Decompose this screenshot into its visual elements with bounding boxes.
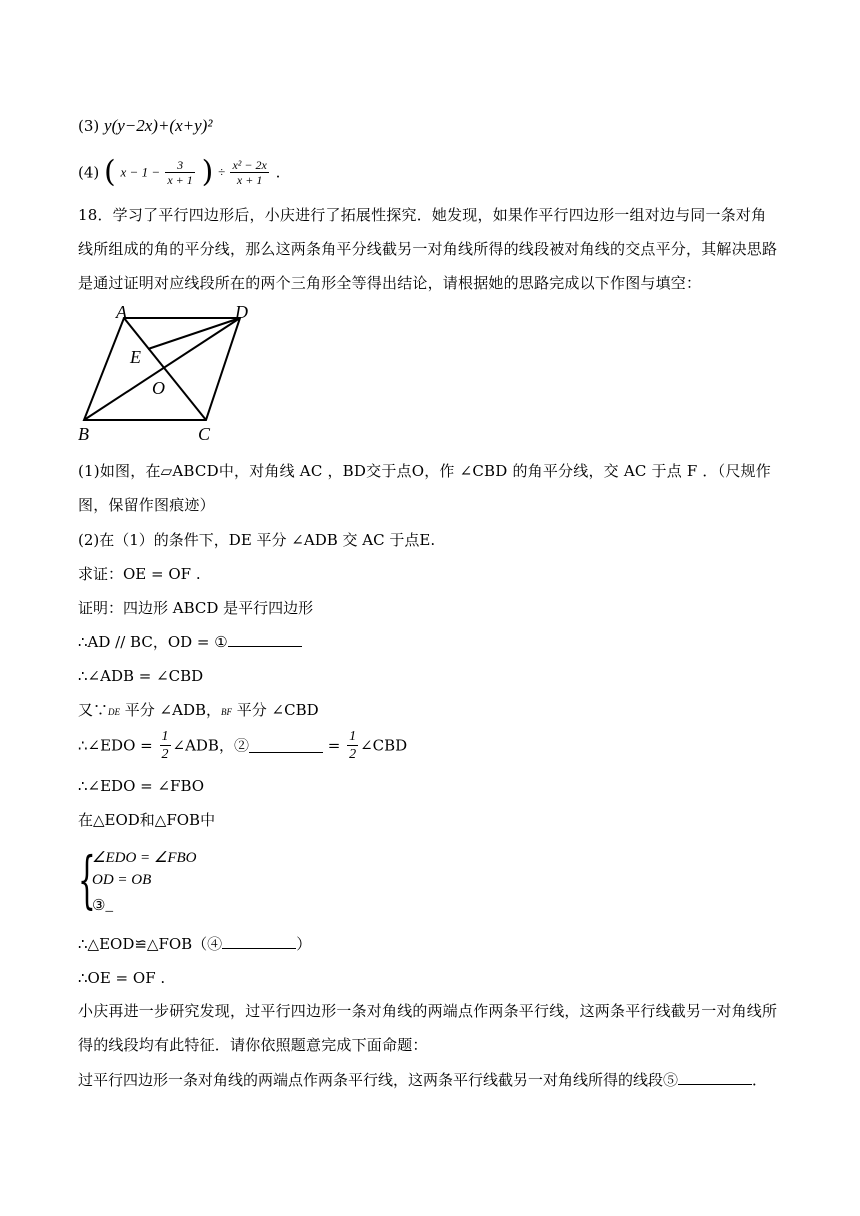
label-a: A bbox=[116, 302, 127, 322]
problem18-part1: (1)如图，在▱ABCD中，对角线 AC ，BD交于点O，作 ∠CBD 的角平分线，交 AC 于点 F ．（尺规作图，保留作图痕迹） bbox=[78, 462, 771, 514]
segment-de bbox=[148, 318, 240, 349]
proof-step2: ∴∠ADB = ∠CBD bbox=[78, 667, 204, 685]
fraction-1-numerator: 3 bbox=[165, 158, 194, 173]
label-o: O bbox=[152, 378, 165, 398]
step3-mid: 平分 ∠ADB， bbox=[120, 701, 222, 719]
final-proposition bbox=[78, 1070, 767, 1090]
blank-2[interactable] bbox=[249, 738, 323, 753]
half-2-numerator: 1 bbox=[349, 729, 357, 744]
problem18-intro: 18．学习了平行四边形后，小庆进行了拓展性探究．她发现，如果作平行四边形一组对边与同一条对角线所组成的角的平分线，那么这两条角平分线截另一对角线所得的线段被对角线的交点平分，其解决思路是通过证明对应线段所在的两个三角形全等得出结论，请根据她的思路完成以下作图与填空： bbox=[78, 206, 778, 292]
proof-step6: 在△EOD和△FOB中 bbox=[78, 811, 216, 829]
item4-fraction-2 bbox=[230, 158, 268, 187]
fraction-1-denominator: x + 1 bbox=[167, 173, 193, 187]
step1-text: ∴AD // BC，OD = ① bbox=[78, 633, 228, 651]
label-d: D bbox=[235, 302, 248, 322]
blank-4[interactable] bbox=[222, 934, 296, 949]
step7-text: ∴△EOD≌△FOB（④ bbox=[78, 935, 223, 953]
proof-step5: ∴∠EDO = ∠FBO bbox=[78, 777, 205, 795]
item3-expression: y(y−2x)+(x+y)² bbox=[104, 116, 213, 135]
step3-de: DE bbox=[108, 707, 121, 717]
proof-step3 bbox=[78, 700, 319, 722]
step4-suffix: ∠CBD bbox=[360, 736, 408, 755]
item4-expr-left: x − 1 − bbox=[120, 164, 164, 180]
further-study: 小庆再进一步研究发现，过平行四边形一条对角线的两端点作两条平行线，这两条平行线截另一对角线所得的线段均有此特征．请你依照题意完成下面命题： bbox=[78, 1002, 778, 1054]
system-row-3[interactable]: ③_ bbox=[92, 898, 113, 914]
step3-prefix: 又∵ bbox=[78, 701, 109, 719]
system-row-2: OD = OB bbox=[92, 872, 152, 888]
right-paren: ) bbox=[201, 154, 214, 190]
problem18-part2: (2)在（1）的条件下，DE 平分 ∠ADB 交 AC 于点E. bbox=[78, 531, 436, 549]
diagonal-bd bbox=[84, 318, 240, 420]
step3-suffix: 平分 ∠CBD bbox=[232, 701, 319, 719]
step4-equals: = bbox=[322, 736, 346, 755]
system-row-1: ∠EDO = ∠FBO bbox=[92, 850, 197, 866]
label-e: E bbox=[130, 347, 141, 367]
half-2-denominator: 2 bbox=[349, 747, 357, 762]
step4-mid: ∠ADB，② bbox=[172, 736, 249, 755]
proof-step4 bbox=[78, 728, 407, 764]
step4-prefix: ∴∠EDO = bbox=[78, 736, 158, 755]
step4-half-1 bbox=[160, 728, 171, 763]
proof-step1 bbox=[78, 632, 302, 652]
blank-5[interactable] bbox=[678, 1070, 752, 1085]
prove-statement: 求证：OE = OF . bbox=[78, 565, 201, 583]
item4-fraction-1 bbox=[165, 158, 194, 187]
step4-half-2 bbox=[347, 728, 358, 763]
proposition-period: ． bbox=[752, 1071, 768, 1089]
half-1-numerator: 1 bbox=[161, 729, 169, 744]
half-1-denominator: 2 bbox=[161, 747, 169, 762]
proof-start: 证明：四边形 ABCD 是平行四边形 bbox=[78, 599, 314, 617]
step7-close: ） bbox=[296, 935, 312, 953]
step3-bf: BF bbox=[221, 707, 233, 717]
blank-1[interactable] bbox=[228, 632, 302, 647]
parallelogram-figure bbox=[78, 300, 258, 446]
item4-label: (4) bbox=[78, 163, 100, 182]
item3-label: (3) bbox=[78, 117, 100, 135]
left-paren: ( bbox=[104, 154, 116, 190]
fraction-2-numerator: x² − 2x bbox=[232, 158, 267, 172]
problem17-item4 bbox=[78, 154, 281, 194]
proof-conclusion: ∴OE = OF . bbox=[78, 969, 166, 987]
label-b: B bbox=[78, 424, 89, 444]
division-sign: ÷ bbox=[218, 164, 229, 180]
left-brace: { bbox=[78, 843, 96, 916]
fraction-2-denominator: x + 1 bbox=[236, 173, 263, 187]
proof-step7 bbox=[78, 934, 311, 954]
proposition-text: 过平行四边形一条对角线的两端点作两条平行线，这两条平行线截另一对角线所得的线段⑤ bbox=[78, 1071, 679, 1089]
item4-period: . bbox=[275, 163, 281, 182]
problem17-item3 bbox=[78, 116, 212, 136]
label-c: C bbox=[198, 424, 211, 444]
